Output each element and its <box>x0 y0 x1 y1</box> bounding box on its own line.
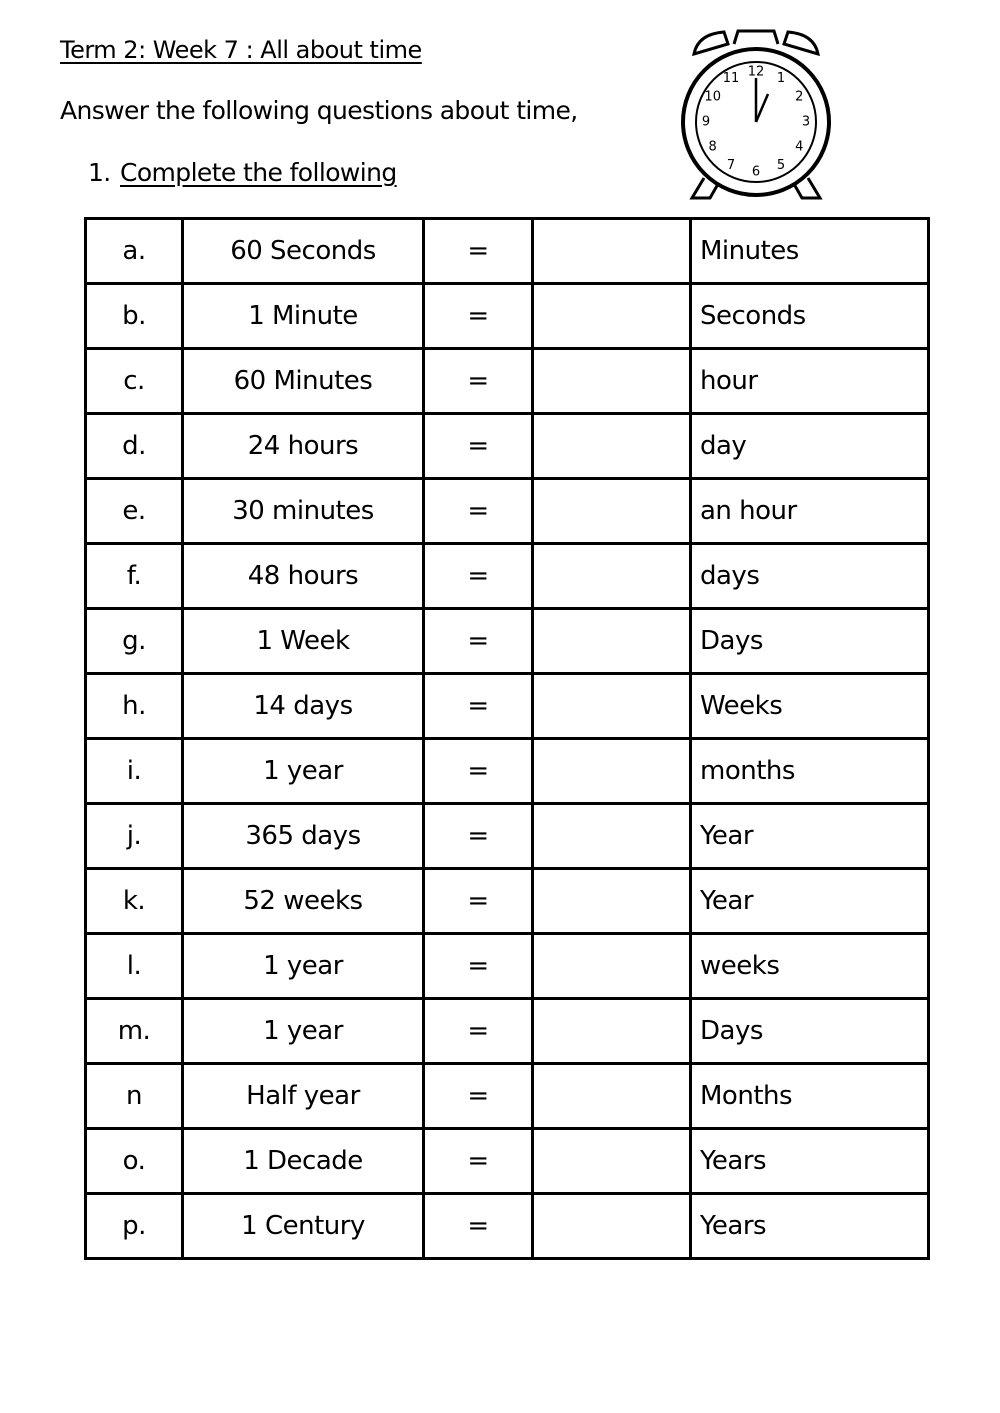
table-row <box>86 349 929 414</box>
clock-bell-left <box>694 32 728 54</box>
row-letter: j. <box>86 804 183 869</box>
row-equals: = <box>424 739 533 804</box>
row-quantity: 1 Week <box>183 609 424 674</box>
row-answer-cell[interactable] <box>533 1064 691 1129</box>
row-unit: Weeks <box>691 674 929 739</box>
row-equals: = <box>424 1194 533 1259</box>
row-quantity: 60 Minutes <box>183 349 424 414</box>
conversion-table <box>84 217 930 1260</box>
row-unit: an hour <box>691 479 929 544</box>
row-letter: c. <box>86 349 183 414</box>
row-equals: = <box>424 284 533 349</box>
row-equals: = <box>424 609 533 674</box>
row-equals: = <box>424 219 533 284</box>
row-answer-cell[interactable] <box>533 1194 691 1259</box>
table-row <box>86 869 929 934</box>
row-quantity: 24 hours <box>183 414 424 479</box>
row-equals: = <box>424 544 533 609</box>
table-row <box>86 739 929 804</box>
clock-number: 6 <box>751 164 761 180</box>
alarm-clock-icon <box>676 28 836 203</box>
section-heading <box>88 158 397 187</box>
row-equals: = <box>424 479 533 544</box>
table-row <box>86 674 929 739</box>
row-equals: = <box>424 934 533 999</box>
clock-number: 10 <box>704 89 721 105</box>
row-letter: n <box>86 1064 183 1129</box>
row-equals: = <box>424 414 533 479</box>
row-unit: Days <box>691 999 929 1064</box>
row-equals: = <box>424 869 533 934</box>
table-row <box>86 284 929 349</box>
row-unit: hour <box>691 349 929 414</box>
page-title: Term 2: Week 7 : All about time <box>60 36 422 64</box>
clock-number: 11 <box>722 71 740 87</box>
row-quantity: 52 weeks <box>183 869 424 934</box>
row-answer-cell[interactable] <box>533 804 691 869</box>
row-equals: = <box>424 804 533 869</box>
row-letter: k. <box>86 869 183 934</box>
row-letter: g. <box>86 609 183 674</box>
clock-number: 1 <box>776 71 786 87</box>
clock-number: 7 <box>726 157 736 173</box>
table-row <box>86 479 929 544</box>
row-answer-cell[interactable] <box>533 739 691 804</box>
clock-handle <box>734 31 778 44</box>
row-quantity: 1 year <box>183 934 424 999</box>
clock-number: 2 <box>795 89 804 105</box>
row-unit: months <box>691 739 929 804</box>
row-unit: Days <box>691 609 929 674</box>
row-unit: Seconds <box>691 284 929 349</box>
row-answer-cell[interactable] <box>533 999 691 1064</box>
table-row <box>86 609 929 674</box>
table-row <box>86 1129 929 1194</box>
row-quantity: 60 Seconds <box>183 219 424 284</box>
row-equals: = <box>424 999 533 1064</box>
row-quantity: 48 hours <box>183 544 424 609</box>
row-quantity: 1 Minute <box>183 284 424 349</box>
table-row <box>86 414 929 479</box>
row-answer-cell[interactable] <box>533 544 691 609</box>
row-letter: f. <box>86 544 183 609</box>
row-letter: b. <box>86 284 183 349</box>
row-quantity: 365 days <box>183 804 424 869</box>
row-answer-cell[interactable] <box>533 349 691 414</box>
row-answer-cell[interactable] <box>533 284 691 349</box>
row-letter: e. <box>86 479 183 544</box>
row-letter: o. <box>86 1129 183 1194</box>
row-unit: Months <box>691 1064 929 1129</box>
row-equals: = <box>424 674 533 739</box>
row-unit: Years <box>691 1194 929 1259</box>
row-quantity: 1 Decade <box>183 1129 424 1194</box>
row-quantity: 1 Century <box>183 1194 424 1259</box>
row-unit: Year <box>691 869 929 934</box>
row-letter: l. <box>86 934 183 999</box>
row-letter: p. <box>86 1194 183 1259</box>
row-quantity: 14 days <box>183 674 424 739</box>
table-row <box>86 1194 929 1259</box>
row-answer-cell[interactable] <box>533 609 691 674</box>
row-letter: m. <box>86 999 183 1064</box>
row-letter: i. <box>86 739 183 804</box>
row-answer-cell[interactable] <box>533 1129 691 1194</box>
row-unit: Year <box>691 804 929 869</box>
section-number: 1. <box>88 158 111 187</box>
row-quantity: 30 minutes <box>183 479 424 544</box>
row-unit: Years <box>691 1129 929 1194</box>
table-row <box>86 804 929 869</box>
row-letter: a. <box>86 219 183 284</box>
row-equals: = <box>424 1064 533 1129</box>
instructions: Answer the following questions about time, <box>60 96 578 125</box>
row-quantity: 1 year <box>183 999 424 1064</box>
row-answer-cell[interactable] <box>533 934 691 999</box>
clock-number: 3 <box>801 114 811 130</box>
row-answer-cell[interactable] <box>533 869 691 934</box>
row-answer-cell[interactable] <box>533 674 691 739</box>
row-answer-cell[interactable] <box>533 414 691 479</box>
row-answer-cell[interactable] <box>533 479 691 544</box>
clock-number: 5 <box>776 157 786 173</box>
row-letter: d. <box>86 414 183 479</box>
row-answer-cell[interactable] <box>533 219 691 284</box>
row-unit: days <box>691 544 929 609</box>
row-unit: day <box>691 414 929 479</box>
clock-number: 12 <box>747 64 765 80</box>
section-title: Complete the following <box>120 158 397 187</box>
row-quantity: Half year <box>183 1064 424 1129</box>
row-unit: weeks <box>691 934 929 999</box>
table-row <box>86 219 929 284</box>
clock-bell-right <box>784 32 818 54</box>
table-row <box>86 544 929 609</box>
row-quantity: 1 year <box>183 739 424 804</box>
clock-number: 9 <box>701 114 711 130</box>
clock-number: 4 <box>795 139 804 155</box>
clock-number: 8 <box>708 139 717 155</box>
row-equals: = <box>424 1129 533 1194</box>
table-row <box>86 999 929 1064</box>
row-equals: = <box>424 349 533 414</box>
table-row <box>86 934 929 999</box>
row-unit: Minutes <box>691 219 929 284</box>
row-letter: h. <box>86 674 183 739</box>
table-row <box>86 1064 929 1129</box>
